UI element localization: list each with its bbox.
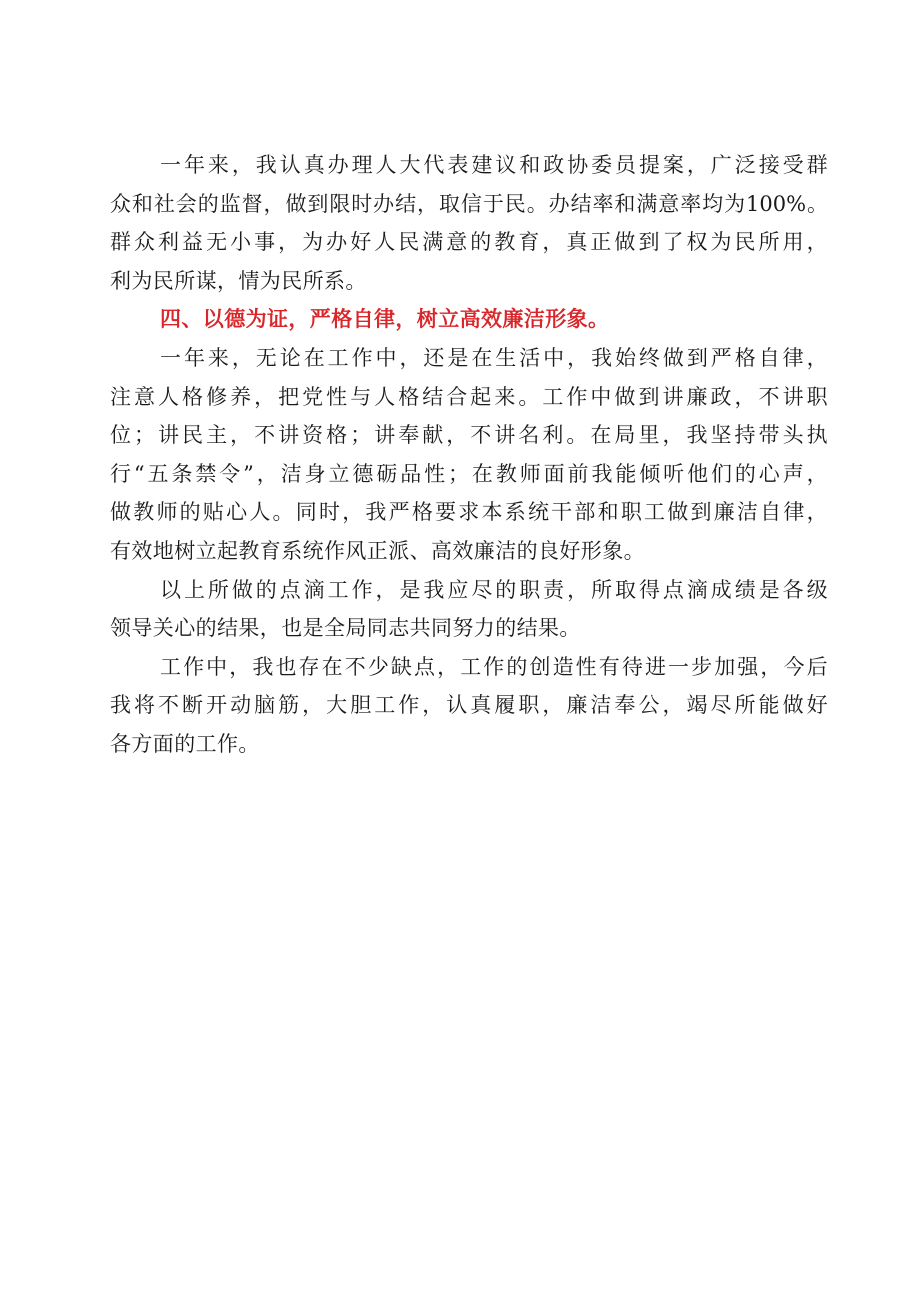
document-body bbox=[110, 146, 828, 764]
paragraph-line: 注意人格修养，把党性与人格结合起来。工作中做到讲廉政，不讲职 bbox=[110, 384, 828, 409]
paragraph-line: 我将不断开动脑筋，大胆工作，认真履职，廉洁奉公，竭尽所能做好 bbox=[110, 693, 828, 718]
paragraph-line: 以上所做的点滴工作，是我应尽的职责，所取得点滴成绩是各级 bbox=[160, 577, 828, 602]
section-heading-block bbox=[110, 300, 828, 339]
paragraph-line: 各方面的工作。 bbox=[110, 731, 260, 756]
section-heading: 四、以德为证，严格自律，树立高效廉洁形象。 bbox=[160, 307, 610, 332]
paragraph-line: 领导关心的结果，也是全局同志共同努力的结果。 bbox=[110, 616, 581, 641]
paragraph-line: 一年来，无论在工作中，还是在生活中，我始终做到严格自律， bbox=[160, 345, 828, 370]
paragraph-proposals bbox=[110, 146, 828, 300]
paragraph-line: 工作中，我也存在不少缺点，工作的创造性有待进一步加强，今后 bbox=[160, 654, 828, 679]
paragraph-line: 利为民所谋，情为民所系。 bbox=[110, 268, 367, 293]
paragraph-line: 众和社会的监督，做到限时办结，取信于民。办结率和满意率均为100%。 bbox=[110, 191, 828, 216]
paragraph-line: 做教师的贴心人。同时，我严格要求本系统干部和职工做到廉洁自律， bbox=[110, 500, 828, 525]
paragraph-line: 一年来，我认真办理人大代表建议和政协委员提案，广泛接受群 bbox=[160, 153, 828, 177]
paragraph-line: 群众利益无小事，为办好人民满意的教育，真正做到了权为民所用， bbox=[110, 230, 828, 255]
paragraph-line: 位；讲民主，不讲资格；讲奉献，不讲名利。在局里，我坚持带头执 bbox=[110, 423, 828, 448]
paragraph-shortcomings bbox=[110, 648, 828, 764]
paragraph-line: 行“五条禁令”，洁身立德砺品性；在教师面前我能倾听他们的心声， bbox=[110, 461, 828, 486]
paragraph-line: 有效地树立起教育系统作风正派、高效廉洁的良好形象。 bbox=[110, 538, 645, 563]
paragraph-self-discipline bbox=[110, 339, 828, 571]
paragraph-summary bbox=[110, 571, 828, 648]
